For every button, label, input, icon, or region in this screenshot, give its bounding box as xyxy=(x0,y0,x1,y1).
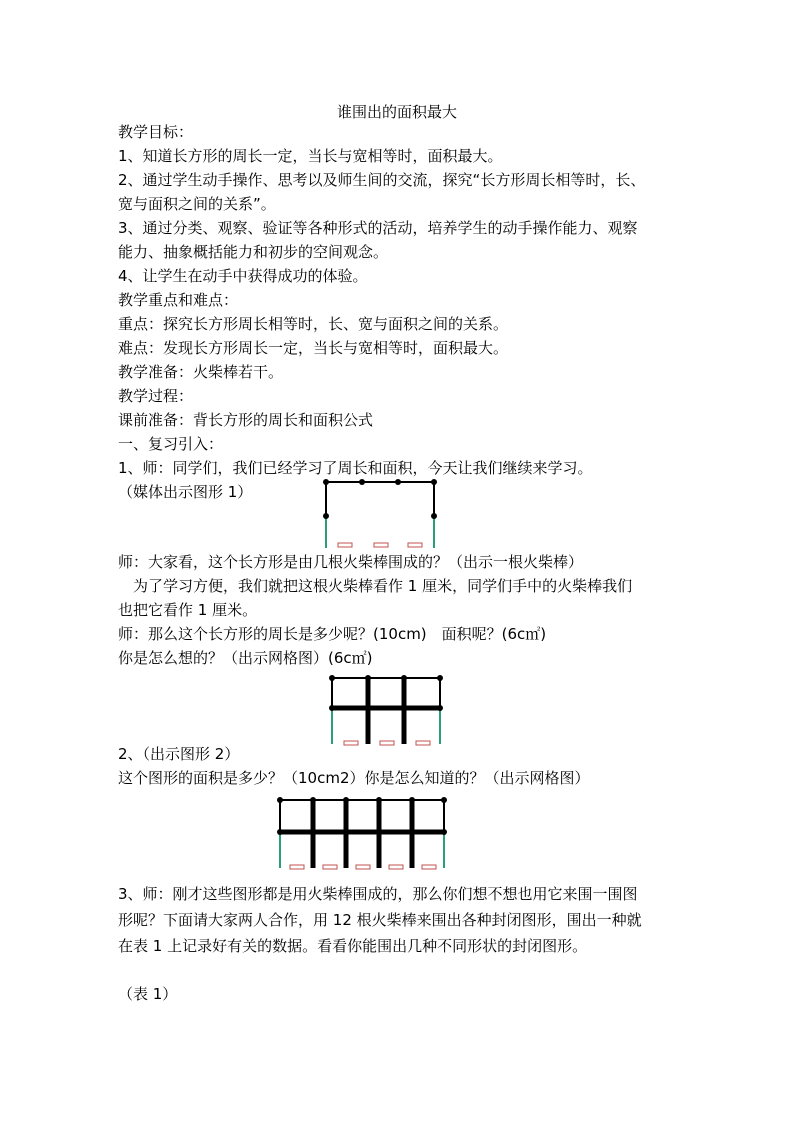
matchstick-grid-figure-2 xyxy=(274,796,450,872)
text-line: 你是怎么想的？（出示网格图）(6c㎡) xyxy=(118,649,373,667)
text-line: 也把它看作 1 厘米。 xyxy=(118,601,258,619)
text-line: 1、知道长方形的周长一定，当长与宽相等时，面积最大。 xyxy=(118,147,503,165)
text-line: 2、通过学生动手操作、思考以及师生间的交流，探究“长方形周长相等时，长、 xyxy=(118,171,646,189)
text-line: 宽与面积之间的关系”。 xyxy=(118,195,276,213)
text-line: 师：大家看，这个长方形是由几根火柴棒围成的？（出示一根火柴棒） xyxy=(118,553,584,571)
text-line: 一、复习引入： xyxy=(118,435,224,453)
text-line: （表 1） xyxy=(118,985,178,1003)
matchstick-rectangle-figure xyxy=(318,478,442,550)
text-line: 能力、抽象概括能力和初步的空间观念。 xyxy=(118,243,389,261)
text-line: 为了学习方便，我们就把这根火柴棒看作 1 厘米，同学们手中的火柴棒我们 xyxy=(118,577,633,595)
text-line: 2、（出示图形 2） xyxy=(118,745,240,763)
text-line: 形呢？下面请大家两人合作，用 12 根火柴棒来围出各种封闭图形，围出一种就 xyxy=(118,911,642,929)
text-line: 教学目标： xyxy=(118,123,194,141)
text-line: 重点：探究长方形周长相等时，长、宽与面积之间的关系。 xyxy=(118,315,509,333)
text-line: 教学重点和难点： xyxy=(118,291,239,309)
text-line: 师：那么这个长方形的周长是多少呢？(10cm) 面积呢？(6c㎡) xyxy=(118,625,547,643)
text-line: 3、通过分类、观察、验证等各种形式的活动，培养学生的动手操作能力、观察 xyxy=(118,219,638,237)
page-title: 谁围出的面积最大 xyxy=(336,103,457,121)
text-line: 4、让学生在动手中获得成功的体验。 xyxy=(118,267,368,285)
text-line: 这个图形的面积是多少？（10cm2）你是怎么知道的？（出示网格图） xyxy=(118,769,590,787)
text-line: 1、师：同学们，我们已经学习了周长和面积，今天让我们继续来学习。 xyxy=(118,459,593,477)
text-line: 难点：发现长方形周长一定，当长与宽相等时，面积最大。 xyxy=(118,339,509,357)
matchstick-grid-figure-1 xyxy=(326,674,446,748)
text-line: 在表 1 上记录好有关的数据。看看你能围出几种不同形状的封闭图形。 xyxy=(118,937,588,955)
text-line: 教学准备：火柴棒若干。 xyxy=(118,363,284,381)
text-line: 课前准备：背长方形的周长和面积公式 xyxy=(118,411,374,429)
text-line: （媒体出示图形 1） xyxy=(118,483,253,501)
text-line: 3、师：刚才这些图形都是用火柴棒围成的，那么你们想不想也用它来围一围图 xyxy=(118,885,638,903)
text-line: 教学过程： xyxy=(118,387,194,405)
